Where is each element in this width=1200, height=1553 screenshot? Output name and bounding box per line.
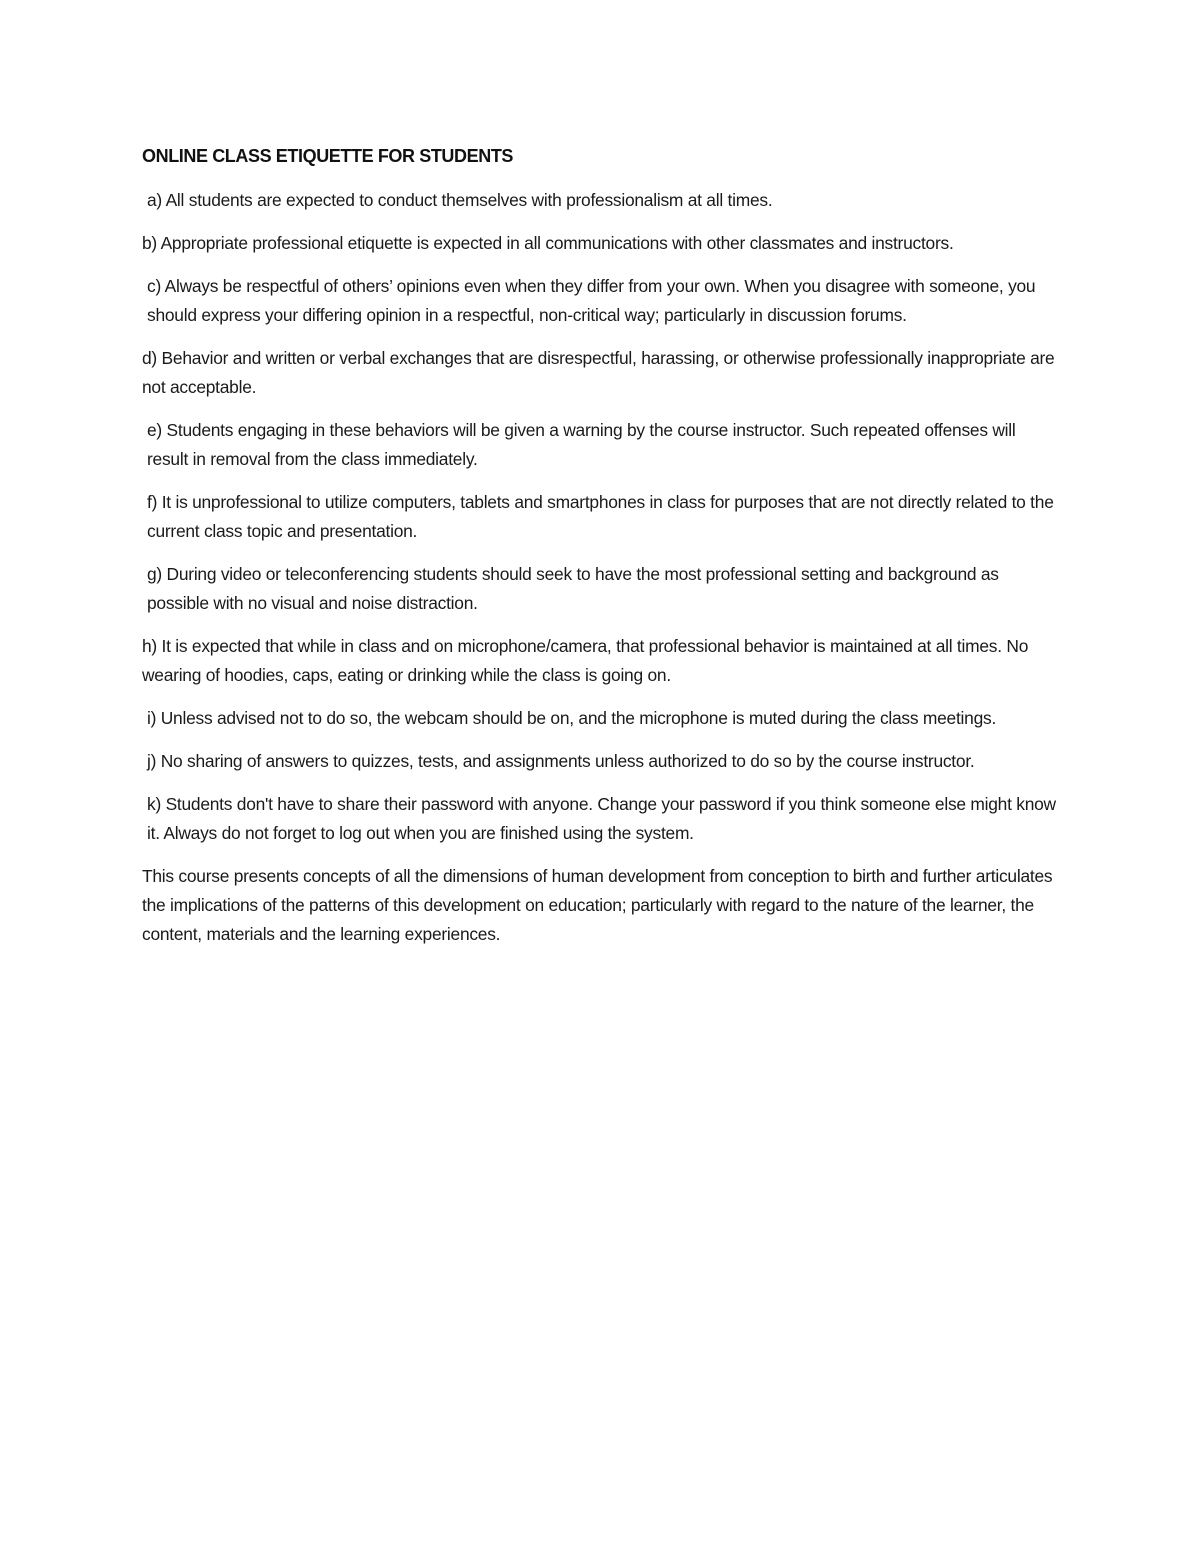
etiquette-item-i: i) Unless advised not to do so, the webcam should be on, and the microphone is muted during the class meetings. xyxy=(147,708,997,728)
etiquette-item-h: h) It is expected that while in class and on microphone/camera, that professional behavior is maintained at all times. No wearing of hoodies, caps, eating or drinking while the class is going on. xyxy=(142,636,1029,685)
etiquette-item-k: k) Students don't have to share their password with anyone. Change your password if you think someone else might know it. Always do not forget to log out when you are finished using the system. xyxy=(147,794,1056,843)
page-title: ONLINE CLASS ETIQUETTE FOR STUDENTS xyxy=(142,146,514,166)
etiquette-item-j: j) No sharing of answers to quizzes, tests, and assignments unless authorized to do so by the course instructor. xyxy=(147,751,975,771)
etiquette-item-e: e) Students engaging in these behaviors will be given a warning by the course instructor. Such repeated offenses will result in removal from the class immediately. xyxy=(147,420,1016,469)
etiquette-item-a: a) All students are expected to conduct themselves with professionalism at all times. xyxy=(147,190,773,210)
etiquette-item-f: f) It is unprofessional to utilize computers, tablets and smartphones in class for purposes that are not directly related to the current class topic and presentation. xyxy=(147,492,1054,541)
course-description: This course presents concepts of all the dimensions of human development from conception to birth and further articulates the implications of the patterns of this development on education; particularly with regard to the nature of the learner, the content, materials and the learning experiences. xyxy=(142,866,1053,944)
document-body xyxy=(142,143,1060,963)
etiquette-item-c: c) Always be respectful of others’ opinions even when they differ from your own. When you disagree with someone, you should express your differing opinion in a respectful, non-critical way; particularly in discussion forums. xyxy=(147,276,1036,325)
etiquette-item-b: b) Appropriate professional etiquette is expected in all communications with other classmates and instructors. xyxy=(142,233,954,253)
etiquette-item-d: d) Behavior and written or verbal exchanges that are disrespectful, harassing, or otherwise professionally inappropriate are not acceptable. xyxy=(142,348,1055,397)
etiquette-item-g: g) During video or teleconferencing students should seek to have the most professional setting and background as possible with no visual and noise distraction. xyxy=(147,564,999,613)
